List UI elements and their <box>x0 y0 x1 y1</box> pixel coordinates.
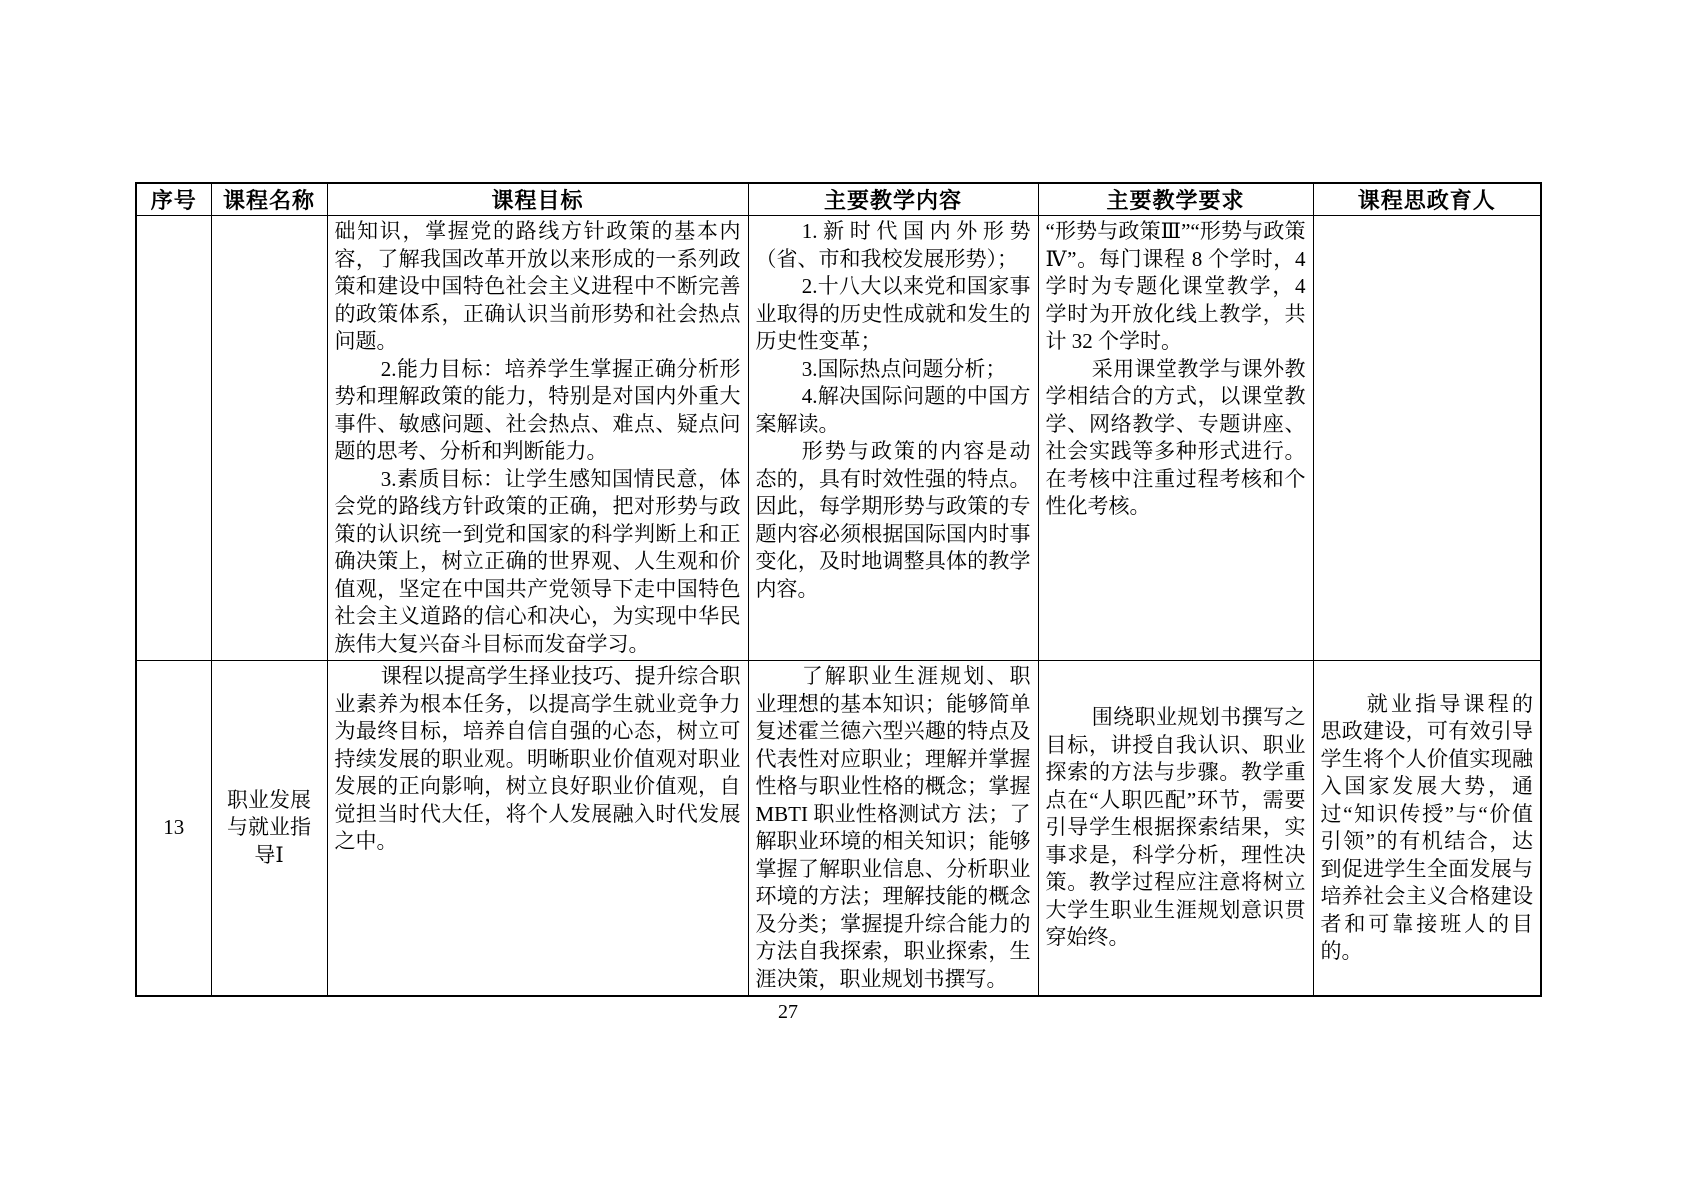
cell-seq <box>136 216 211 661</box>
paragraph: 3.国际热点问题分析； <box>801 356 1007 381</box>
cell-course-name: 职业发展与就业指导Ⅰ <box>211 661 327 997</box>
paragraph: 础知识，掌握党的路线方针政策的基本内容，了解我国改革开放以来形成的一系列政策和建设中国特色社会主义进程中不断完善的政策体系，正确认识当前形势和社会热点问题。 <box>334 219 741 353</box>
page-number: 27 <box>778 1001 798 1023</box>
cell-seq: 13 <box>136 661 211 997</box>
paragraph: 采用课堂教学与课外教学相结合的方式，以课堂教学、网络教学、专题讲座、社会实践等多种形式进行。在考核中注重过程考核和个性化考核。 <box>1045 356 1306 518</box>
paragraph: 了解职业生涯规划、职业理想的基本知识；能够简单复述霍兰德六型兴趣的特点及代表性对应职业；理解并掌握性格与职业性格的概念；掌握MBTI 职业性格测试方 法；了解职业环境的相关知识；能够掌握了解职业信息、分析职业环境的方法；理解技能的概念及分类；掌握提升综合能力的方法自我探索，职业探索，生涯决策，职业规划书撰写。 <box>755 664 1031 991</box>
paragraph: 围绕职业规划书撰写之目标，讲授自我认识、职业探索的方法与步骤。教学重点在“人职匹配”环节，需要引导学生根据探索结果，实事求是，科学分析，理性决策。教学过程应注意将树立大学生职业生涯规划意识贯穿始终。 <box>1045 705 1306 950</box>
paragraph: 就业指导课程的思政建设，可有效引导学生将个人价值实现融入国家发展大势，通过“知识传授”与“价值引领”的有机结合，达到促进学生全面发展与培养社会主义合格建设者和可靠接班人的目的。 <box>1320 691 1533 963</box>
table-row-continuation <box>136 216 1541 661</box>
cell-ideology-empty <box>1313 216 1541 661</box>
paragraph: 形势与政策的内容是动态的，具有时效性强的特点。因此，每学期形势与政策的专题内容必须根据国际国内时事变化，及时地调整具体的教学内容。 <box>755 439 1031 601</box>
column-header-content: 主要教学内容 <box>748 183 1038 216</box>
table-row-course-13 <box>136 661 1541 997</box>
cell-content <box>748 661 1038 997</box>
header-row <box>136 183 1541 216</box>
column-header-seq: 序号 <box>136 183 211 216</box>
cell-objectives <box>327 216 748 661</box>
course-table <box>135 182 1542 997</box>
column-header-objectives: 课程目标 <box>327 183 748 216</box>
cell-objectives <box>327 661 748 997</box>
paragraph: 3.素质目标：让学生感知国情民意，体会党的路线方针政策的正确，把对形势与政策的认识统一到党和国家的科学判断上和正确决策上，树立正确的世界观、人生观和价值观，坚定在中国共产党领导下走中国特色社会主义道路的信心和决心，为实现中华民族伟大复兴奋斗目标而发奋学习。 <box>334 466 741 656</box>
paragraph: 课程以提高学生择业技巧、提升综合职业素养为根本任务，以提高学生就业竞争力为最终目标，培养自信自强的心态，树立可持续发展的职业观。明晰职业价值观对职业发展的正向影响，树立良好职业价值观，自觉担当时代大任，将个人发展融入时代发展之中。 <box>334 664 741 853</box>
paragraph: 4.解决国际问题的中国方案解读。 <box>755 384 1031 436</box>
cell-requirements <box>1038 216 1313 661</box>
paragraph: 1.新时代国内外形势（省、市和我校发展形势）； <box>755 219 1031 271</box>
column-header-course-name: 课程名称 <box>211 183 327 216</box>
column-header-requirements: 主要教学要求 <box>1038 183 1313 216</box>
cell-ideology <box>1313 661 1541 997</box>
paragraph: 2.十八大以来党和国家事业取得的历史性成就和发生的历史性变革； <box>755 274 1031 353</box>
cell-content <box>748 216 1038 661</box>
cell-requirements <box>1038 661 1313 997</box>
cell-course-name <box>211 216 327 661</box>
paragraph: “形势与政策Ⅲ”“形势与政策Ⅳ”。每门课程 8 个学时，4 学时为专题化课堂教学，4 学时为开放化线上教学，共计 32 个学时。 <box>1045 219 1306 353</box>
column-header-ideology: 课程思政育人 <box>1313 183 1541 216</box>
paragraph: 2.能力目标：培养学生掌握正确分析形势和理解政策的能力，特别是对国内外重大事件、敏感问题、社会热点、难点、疑点问题的思考、分析和判断能力。 <box>334 356 741 463</box>
